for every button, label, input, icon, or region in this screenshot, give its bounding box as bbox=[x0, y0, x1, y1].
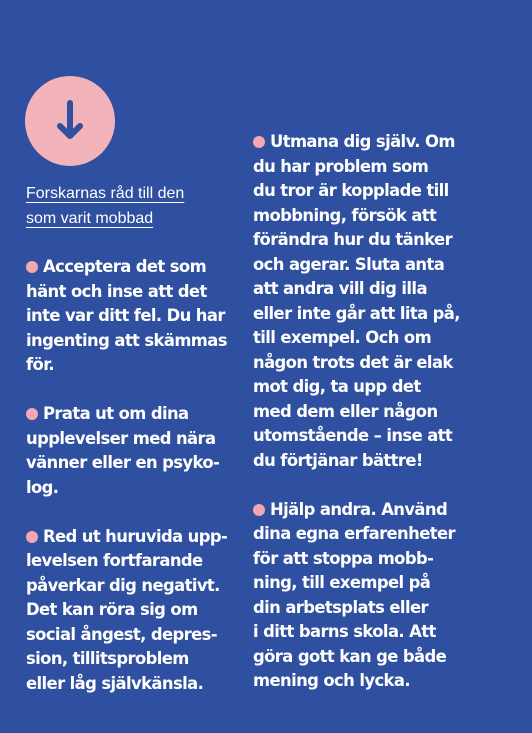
heading-line-2: som varit mobbad bbox=[26, 209, 154, 227]
advice-text: Utmana dig själv. Om du har problem som du tror är kopplade till mobbning, försök att förändra hur du tänker och agerar. Sluta anta att andra vill dig illa eller inte går att lita på, till exempel. Och om någon trots det är elak mot dig, ta upp det med dem eller någon utomstående – inse att du förtjänar bättre! bbox=[253, 132, 460, 470]
arrow-down-icon bbox=[25, 76, 115, 166]
left-column bbox=[26, 255, 231, 721]
bullet-icon bbox=[253, 504, 265, 516]
advice-text: Red ut huruvida upp- levelsen fortfarande påverkar dig negativt. Det kan röra sig om social ångest, depres- sion, tillitsproblem eller låg självkänsla. bbox=[26, 526, 228, 693]
down-arrow-circle bbox=[25, 76, 115, 166]
advice-paragraph bbox=[253, 498, 463, 694]
bullet-icon bbox=[26, 261, 38, 273]
right-column bbox=[253, 130, 463, 718]
advice-text: Hjälp andra. Använd dina egna erfarenheter för att stoppa mobb- ning, till exempel på din arbetsplats eller i ditt barns skola. Att göra gott kan ge både mening och lycka. bbox=[253, 499, 455, 690]
advice-paragraph bbox=[26, 402, 231, 500]
bullet-icon bbox=[26, 531, 38, 543]
section-heading bbox=[26, 182, 226, 231]
advice-paragraph bbox=[26, 255, 231, 378]
advice-paragraph bbox=[253, 130, 463, 473]
advice-paragraph bbox=[26, 525, 231, 697]
advice-text: Prata ut om dina upplevelser med nära vänner eller en psyko- log. bbox=[26, 404, 220, 497]
bullet-icon bbox=[253, 136, 265, 148]
advice-text: Acceptera det som hänt och inse att det inte var ditt fel. Du har ingenting att skämmas för. bbox=[26, 257, 227, 374]
bullet-icon bbox=[26, 408, 38, 420]
heading-line-1: Forskarnas råd till den bbox=[26, 185, 185, 202]
